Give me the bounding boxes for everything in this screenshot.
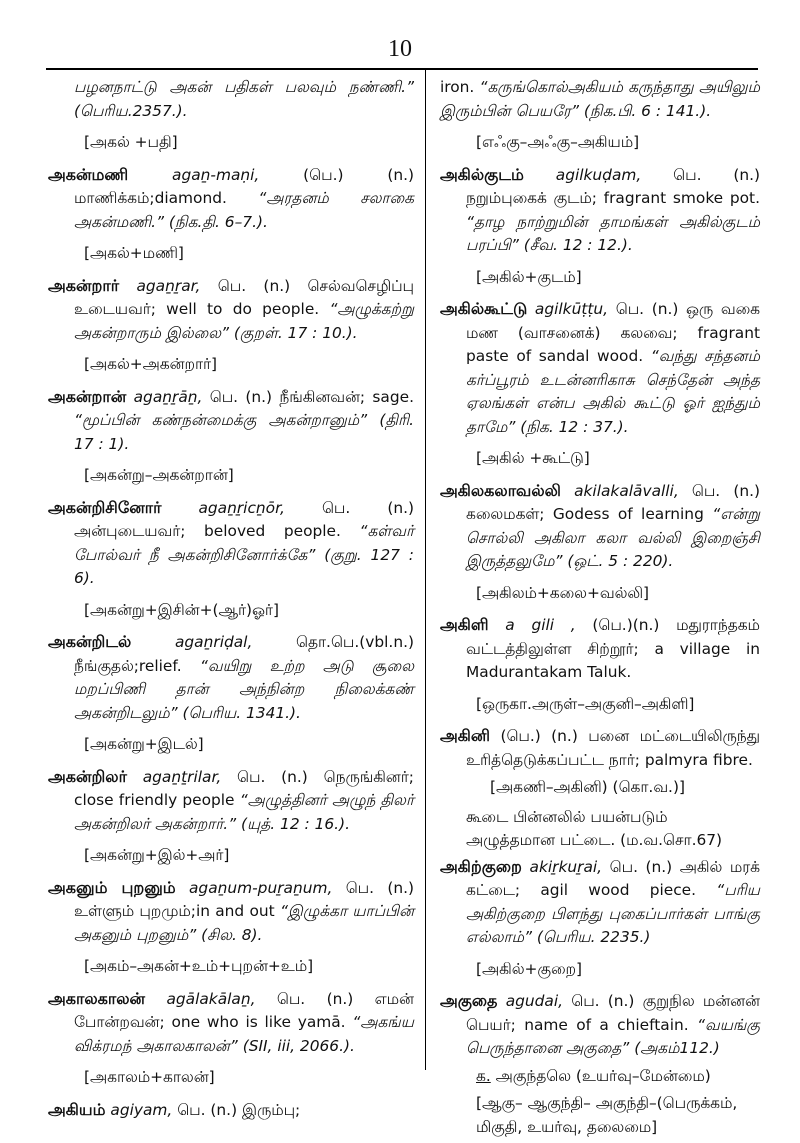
headword: அகன்றிசினோர்	[48, 497, 162, 517]
grammar-label: பெ. (n.)	[177, 1100, 238, 1119]
definition: எமன் போன்றவன்; one who is like yamā.	[74, 989, 414, 1031]
grammar-label: தொ.பெ.(vbl.n.)	[296, 633, 414, 651]
citation-source: (சீவ. 12 : 12.).	[523, 236, 633, 254]
cognate-text: அகுந்தலெ (உயர்வு–மேன்மை)	[495, 1066, 711, 1085]
grammar-label: பெ. (n.)	[673, 165, 760, 184]
grammar-label: பெ. (n.)	[321, 498, 414, 517]
dictionary-entry	[48, 765, 414, 837]
column-divider	[425, 70, 426, 1070]
headword: அகாலகாலன்	[48, 988, 146, 1008]
etymology: [அகல்+மணி]	[84, 244, 184, 262]
transliteration: agaṉṟicṉōr,	[198, 498, 285, 517]
transliteration: agaṉum-puṟaṉum,	[189, 878, 333, 897]
etymology: [அகன்று+இல்+அர்]	[84, 846, 230, 864]
dictionary-entry	[48, 1098, 414, 1123]
citation-quote: “அரதனம் சலாகை அகன்மணி.”	[74, 189, 414, 231]
etymology: [அகன்று–அகன்றான்]	[84, 466, 234, 484]
citation-quote: “மூப்பின் கண்நன்மைக்கு அகன்றானும்”	[74, 411, 368, 429]
grammar-label: பெ. (n.)	[217, 276, 291, 295]
headword: அகன்றார்	[48, 275, 120, 295]
dictionary-entry	[440, 613, 760, 685]
citation-source: (பெரிய.2357.).	[74, 101, 188, 120]
citation-source: (நிக.பி. 6 : 141.).	[583, 101, 712, 120]
entry-list	[48, 163, 414, 1090]
headword: அகனும் புறனும்	[48, 877, 176, 897]
citation-source: (நிக. 12 : 37.).	[520, 417, 629, 436]
etymology: [எஃகு–அஃகு–அகியம்]	[476, 133, 640, 151]
citation-source: (திரி. 17 : 1).	[74, 411, 414, 453]
dictionary-entry	[48, 385, 414, 457]
transliteration: agaṉ-maṇi,	[172, 165, 260, 184]
definition: செல்வசெழிப்பு உடையவர்; well to do people.	[74, 276, 414, 318]
usage-note: கூடை பின்னலில் பயன்படும் அழுத்தமான பட்டை. (ம.வ.சொ.67)	[466, 807, 723, 849]
dictionary-entry	[48, 163, 414, 235]
definition: நெருங்கினர்; close friendly people	[74, 767, 414, 809]
dictionary-entry	[440, 479, 760, 574]
definition: குறுநில மன்னன் பெயர்; name of a chieftain.	[466, 992, 760, 1034]
dictionary-entry	[48, 630, 414, 725]
left-column	[48, 76, 414, 1122]
citation-quote: “வந்து சந்தனம் கர்ப்பூரம் உடன்னரிகாசு செந்தேன் அந்த ஏலங்கள் என்ப அகில் கூட்டு ஓர் ஐந்தும் தாமே”	[466, 347, 760, 436]
citation-source: (குறள். 17 : 10.).	[233, 323, 358, 342]
dictionary-entry	[440, 989, 760, 1061]
headword: அகில்கூட்டு	[440, 299, 528, 318]
cognate-note	[440, 1065, 760, 1089]
dictionary-entry	[48, 987, 414, 1059]
etymology: [அகல்+அகன்றார்]	[84, 355, 218, 373]
citation-quote: “இழுக்கா யாப்பின் அகனும் புறனும்”	[74, 902, 414, 944]
transliteration: agaṉṟar,	[136, 276, 201, 295]
transliteration: agālakālaṉ,	[166, 989, 256, 1008]
transliteration: agilkuḍam,	[555, 165, 642, 184]
etymology: [அகன்று+இடல்]	[84, 735, 204, 753]
headword: அகுதை	[440, 991, 498, 1010]
citation-quote: “அழுக்கற்று அகன்றாரும் இல்லை”	[74, 300, 414, 342]
grammar-label: பெ. (n.)	[609, 857, 673, 876]
headword: அகன்றிடல்	[48, 632, 132, 651]
transliteration: akilakalāvalli,	[574, 481, 679, 500]
dictionary-entry	[440, 724, 760, 772]
transliteration: agilkūṭṭu,	[534, 300, 609, 318]
etymology: [அகில்+குறை]	[476, 959, 583, 978]
citation-quote: பழனநாட்டு அகன் பதிகள் பலவும் நண்ணி.”	[74, 78, 414, 96]
transliteration: agaṉṟāṉ,	[133, 387, 203, 406]
cognate-language: க.	[476, 1066, 491, 1085]
etymology: [அகில் +கூட்டு]	[476, 449, 590, 467]
headword: அகில்குடம்	[440, 164, 524, 184]
grammar-label: பெ. (n.)	[691, 481, 760, 500]
headword: அகியம்	[48, 1099, 106, 1119]
etymology: [அகிலம்+கலை+வல்லி]	[476, 583, 650, 602]
transliteration: agiyam,	[110, 1100, 173, 1119]
transliteration: agaṉṯrilar,	[142, 767, 222, 786]
entry-list	[440, 855, 760, 982]
etymology: [அகில்+குடம்]	[476, 267, 582, 286]
dictionary-entry	[48, 876, 414, 948]
transliteration: akiṟkuṟai,	[529, 857, 603, 876]
citation-source: (சில. 8).	[201, 925, 263, 944]
headword: அகினி	[440, 726, 491, 745]
entry-list	[440, 163, 760, 717]
right-column	[440, 76, 760, 1143]
citation-quote: “கருங்கொல்அகியம் கருந்தாது அயிலும் இரும்பின் பெயரே”	[440, 78, 760, 120]
citation-quote: “தாழ நாற்றுமின் தாமங்கள் அகில்குடம் பரப்பி”	[466, 212, 760, 254]
citation-source: (அகம்112.)	[634, 1039, 720, 1057]
citation-quote: “வயிறு உற்ற அடு சூலை மறப்பிணி தான் அந்நின்ற நிலைக்கண் அகன்றிடலும்”	[74, 656, 414, 722]
headword: அகன்றிலர்	[48, 766, 127, 786]
grammar-label: பெ. (n.)	[615, 300, 679, 318]
definition: அகில் மரக் கட்டை; agil wood piece.	[466, 857, 760, 899]
headword: அகிளி	[440, 615, 489, 634]
dictionary-entry	[440, 855, 760, 950]
citation-quote: “அழுத்தினர் அழுந் திலர் அகன்றிலர் அகன்றார்.”	[74, 791, 414, 833]
transliteration: agudai,	[505, 992, 564, 1010]
etymology: [அகம்–அகன்+உம்+புறன்+உம்]	[84, 957, 314, 975]
grammar-label: (பெ.)(n.)	[592, 616, 660, 634]
definition: மாணிக்கம்;diamond.	[74, 189, 227, 207]
definition: பனை மட்டையிலிருந்து உரித்தெடுக்கப்பட்ட நார்; palmyra fibre.	[466, 727, 760, 769]
page-number: 10	[388, 36, 412, 62]
continued-entry	[48, 76, 414, 123]
etymology: [ஒருகா.அருள்–அகுனி–அகிளி]	[476, 694, 695, 713]
etymology: [அகாலம்+காலன்]	[84, 1068, 215, 1086]
headword: அகிலகலாவல்லி	[440, 480, 561, 500]
definition: கலைமகள்; Godess of learning	[466, 505, 704, 523]
citation-source: (ஒட். 5 : 220).	[567, 552, 674, 570]
dictionary-entry	[48, 496, 414, 591]
citation-quote: “என்று சொல்லி அகிலா கலா வல்லி இறைஞ்சி இருத்தலுமே”	[466, 505, 760, 570]
citation-quote: “அகங்ய விக்ரமந் அகாலகாலன்”	[74, 1013, 414, 1055]
definition: இரும்பு;	[241, 1100, 301, 1119]
definition: iron.	[440, 78, 475, 96]
grammar-label: பெ. (n.)	[571, 992, 635, 1010]
transliteration: agaṉriḍal,	[174, 633, 253, 651]
citation-source: (நிக.தி. 6–7.).	[168, 212, 268, 231]
citation-source: (குறு. 127 : 6).	[74, 545, 414, 587]
headword: அகன்றான்	[48, 386, 127, 406]
citation-source: (பெரிய. 1341.).	[182, 703, 301, 722]
definition: அன்புடையவர்; beloved people.	[74, 522, 341, 540]
definition: நறும்புகைக் குடம்; fragrant smoke pot.	[466, 189, 760, 207]
citation-quote: “பரிய அகிற்குறை பிளந்து புகைப்பார்கள் பாங்கு எல்லாம்”	[466, 881, 760, 946]
grammar-label: (பெ.) (n.)	[303, 165, 414, 184]
citation-quote: “கள்வர் போல்வர் நீ அகன்றிசினோர்க்கே”	[74, 522, 414, 564]
grammar-label: பெ. (n.)	[276, 989, 354, 1008]
etymology: [ஆகு– ஆகுந்தி– அகுந்தி–(பெருக்கம், மிகுதி, உயர்வு, தலைமை]	[476, 1094, 738, 1136]
definition: நீங்குதல்;relief.	[74, 656, 182, 675]
citation-source: (பெரிய. 2235.)	[536, 928, 651, 946]
dictionary-entry	[48, 274, 414, 346]
citation-source: (யுத். 12 : 16.).	[241, 814, 350, 833]
definition: மதுராந்தகம் வட்டத்திலுள்ள சிற்றூர்; a village in Madurantakam Taluk.	[466, 616, 760, 681]
headword: அகிற்குறை	[440, 856, 522, 876]
etymology: [அகணி–அகினி) (கொ.வ.)]	[490, 778, 685, 796]
continued-entry	[440, 76, 760, 123]
grammar-label: பெ. (n.)	[345, 878, 414, 897]
grammar-label: பெ. (n.)	[209, 387, 273, 406]
grammar-label: பெ. (n.)	[237, 767, 308, 786]
dictionary-entry	[440, 163, 760, 258]
definition: நீங்கினவன்; sage.	[279, 387, 414, 406]
grammar-label: (பெ.) (n.)	[500, 727, 578, 745]
citation-quote: “வயங்கு பெருந்தானை அகுதை”	[466, 1015, 760, 1057]
header-rule	[46, 68, 758, 70]
etymology: [அகல் +பதி]	[84, 133, 178, 151]
definition: ஒரு வகை மண (வாசனைக்) கலவை; fragrant paste of sandal wood.	[466, 300, 760, 365]
etymology: [அகன்று+இசின்+(ஆர்)ஓர்]	[84, 600, 279, 619]
definition: உள்ளும் புறமும்;in and out	[74, 902, 275, 920]
citation-source: (SII, iii, 2066.).	[242, 1036, 355, 1055]
headword: அகன்மணி	[48, 164, 129, 184]
dictionary-entry	[440, 297, 760, 439]
transliteration: a gili ,	[505, 616, 576, 634]
